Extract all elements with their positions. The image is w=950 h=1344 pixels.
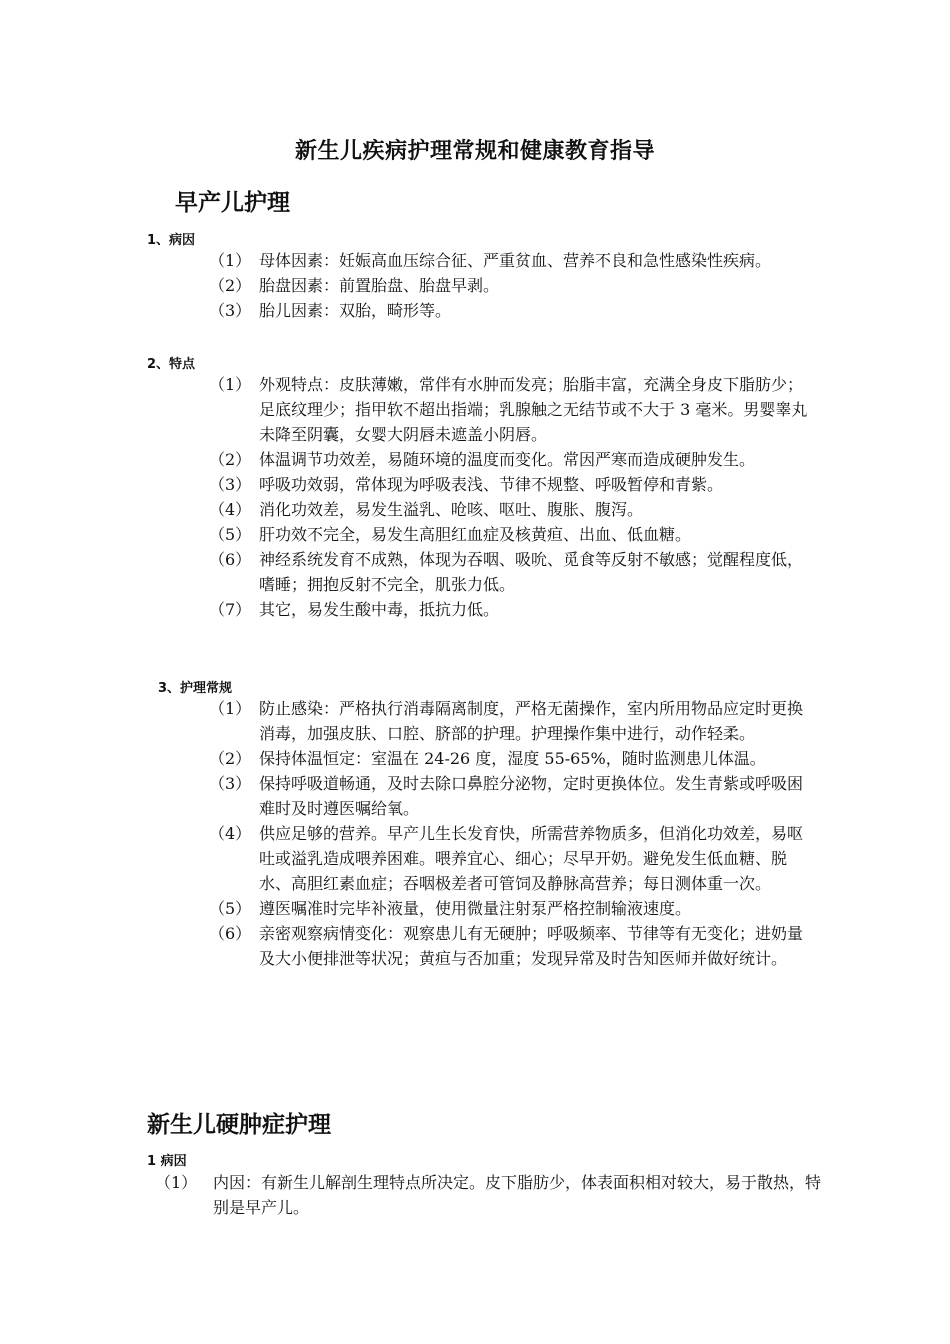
list-item: （4） 供应足够的营养。早产儿生长发育快，所需营养物质多，但消化功效差，易呕吐或溢乳造成喂养困难。喂养宜心、细心；尽早开奶。避免发生低血糖、脱水、高胆红素血症；吞咽极差者可管饲及静脉高营养；每日测体重一次。 [209, 824, 804, 893]
document-title: 新生儿疾病护理常规和健康教育指导 [294, 139, 655, 164]
nursing-routine-list [209, 696, 809, 971]
list-item: （3） 保持呼吸道畅通，及时去除口鼻腔分泌物，定时更换体位。发生青紫或呼吸困难时及时遵医嘱给氧。 [209, 774, 804, 818]
subheading-cause-2: 1 病因 [147, 1154, 187, 1169]
list-item: （1） 外观特点：皮肤薄嫩，常伴有水肿而发亮；胎脂丰富，充满全身皮下脂肪少；足底纹理少；指甲软不超出指端；乳腺触之无结节或不大于 3 毫米。男婴睾丸未降至阴囊，女婴大阴唇未遮盖小阴唇。 [209, 375, 808, 444]
list-item: （3） 胎儿因素：双胎，畸形等。 [209, 301, 452, 320]
section-heading-sclerema: 新生儿硬肿症护理 [147, 1112, 331, 1138]
subheading-cause: 1、病因 [147, 233, 196, 248]
list-item: （6） 神经系统发育不成熟，体现为吞咽、吸吮、觅食等反射不敏感；觉醒程度低，嗜睡；拥抱反射不完全，肌张力低。 [209, 550, 804, 594]
list-item: （3） 呼吸功效弱，常体现为呼吸表浅、节律不规整、呼吸暂停和青紫。 [209, 475, 724, 494]
list-item: （1） 内因：有新生儿解剖生理特点所决定。皮下脂肪少，体表面积相对较大，易于散热，特别是早产儿。 [155, 1173, 822, 1217]
list-item: （2） 保持体温恒定：室温在 24-26 度，湿度 55-65%，随时监测患儿体温。 [209, 749, 766, 768]
list-item: （2） 胎盘因素：前置胎盘、胎盘早剥。 [209, 276, 500, 295]
list-item: （1） 母体因素：妊娠高血压综合征、严重贫血、营养不良和急性感染性疾病。 [209, 251, 772, 270]
list-item: （1） 防止感染：严格执行消毒隔离制度，严格无菌操作，室内所用物品应定时更换消毒，加强皮肤、口腔、脐部的护理。护理操作集中进行，动作轻柔。 [209, 699, 804, 743]
list-item: （6） 亲密观察病情变化：观察患儿有无硬肿；呼吸频率、节律等有无变化；进奶量及大小便排泄等状况；黄疸与否加重；发现异常及时告知医师并做好统计。 [209, 924, 804, 968]
subheading-features: 2、特点 [147, 357, 196, 372]
list-item: （2） 体温调节功效差，易随环境的温度而变化。常因严寒而造成硬肿发生。 [209, 450, 756, 469]
subheading-nursing-routine: 3、护理常规 [158, 681, 233, 696]
cause-list-2 [155, 1170, 821, 1220]
list-item: （5） 肝功效不完全，易发生高胆红血症及核黄疸、出血、低血糖。 [209, 525, 692, 544]
list-item: （7） 其它，易发生酸中毒，抵抗力低。 [209, 600, 500, 619]
features-list [209, 372, 809, 622]
cause-list [209, 248, 809, 323]
section-heading-preterm: 早产儿护理 [175, 190, 290, 216]
list-item: （4） 消化功效差，易发生溢乳、呛咳、呕吐、腹胀、腹泻。 [209, 500, 644, 519]
list-item: （5） 遵医嘱准时完毕补液量，使用微量注射泵严格控制输液速度。 [209, 899, 692, 918]
